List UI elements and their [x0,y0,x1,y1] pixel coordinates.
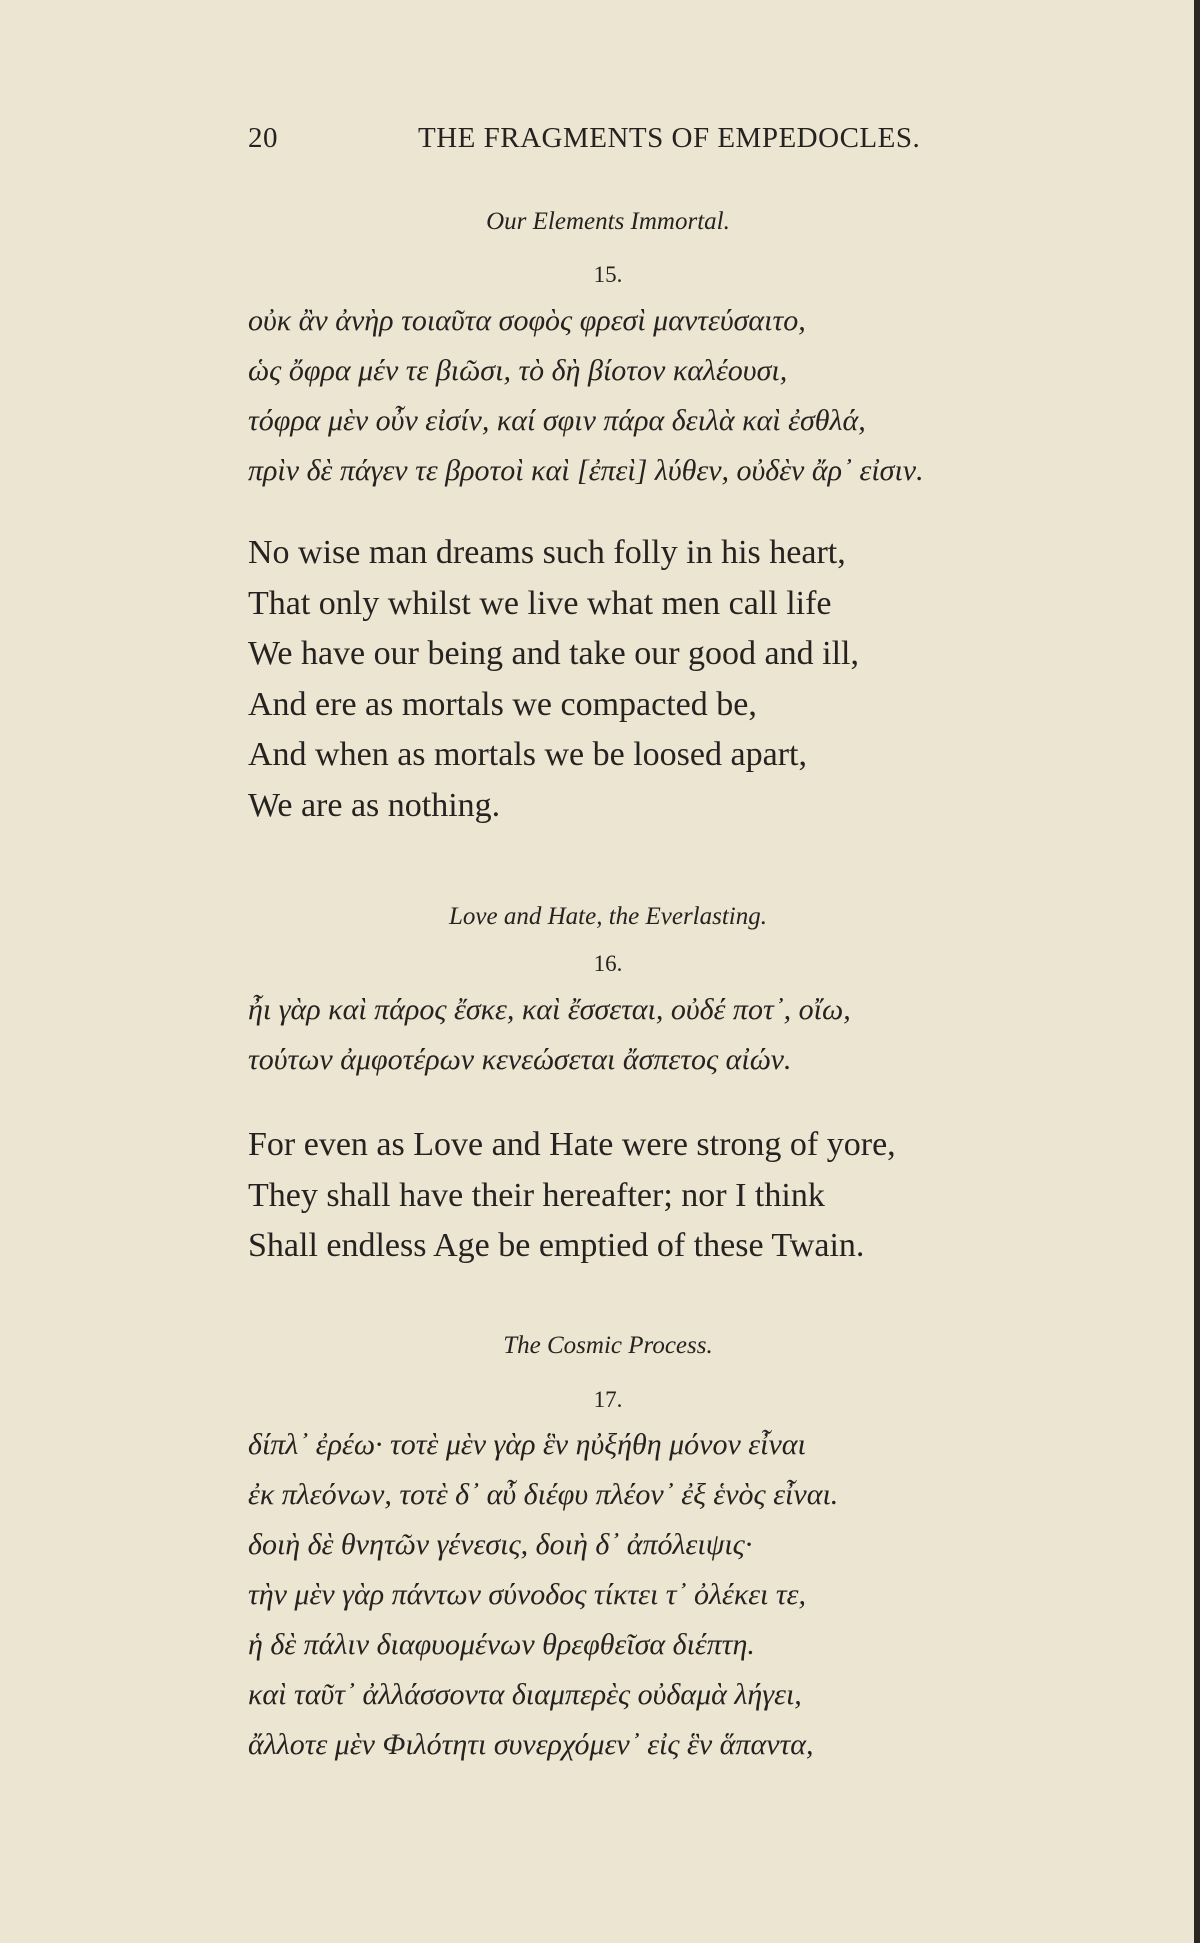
english-translation-16 [248,1120,1148,1272]
greek-verse-15 [248,296,1198,496]
greek-line: τούτων ἀμφοτέρων κενεώσεται ἄσπετος αἰών. [248,1043,792,1076]
fragment-number-17: 17. [593,1387,623,1412]
greek-line: ἦι γὰρ καὶ πάρος ἔσκε, καὶ ἔσσεται, οὐδέ ποτ᾽, οἴω, [248,993,851,1026]
greek-line: καὶ ταῦτ᾽ ἀλλάσσοντα διαμπερὲς οὐδαμὰ λήγει, [248,1678,802,1711]
section-title-15: Our Elements Immortal. [486,208,730,235]
english-translation-15 [248,528,1148,831]
fragment-number-16: 16. [593,951,623,976]
running-title: THE FRAGMENTS OF EMPEDOCLES. [418,122,921,154]
english-line: We have our being and take our good and ill, [248,635,859,672]
greek-line: οὐκ ἂν ἀνὴρ τοιαῦτα σοφὸς φρεσὶ μαντεύσαιτο, [248,304,806,337]
greek-line: τὴν μὲν γὰρ πάντων σύνοδος τίκτει τ᾽ ὀλέκει τε, [248,1578,806,1611]
section-title-17: The Cosmic Process. [503,1332,713,1359]
greek-line: ἐκ πλεόνων, τοτὲ δ᾽ αὖ διέφυ πλέον᾽ ἐξ ἑνὸς εἶναι. [248,1478,839,1511]
section-title-16: Love and Hate, the Everlasting. [449,903,767,930]
greek-verse-17 [248,1420,1198,1770]
fragment-number-15: 15. [593,262,623,287]
greek-line: δίπλ᾽ ἐρέω· τοτὲ μὲν γὰρ ἓν ηὐξήθη μόνον εἶναι [248,1428,806,1461]
english-line: We are as nothing. [248,786,501,824]
english-line: Shall endless Age be emptied of these Twain. [248,1227,865,1264]
english-line: That only whilst we live what men call life [248,584,832,622]
english-line: For even as Love and Hate were strong of yore, [248,1126,896,1163]
greek-line: ἡ δὲ πάλιν διαφυομένων θρεφθεῖσα διέπτη. [248,1628,755,1661]
english-line: And ere as mortals we compacted be, [248,685,757,723]
greek-line: τόφρα μὲν οὖν εἰσίν, καί σφιν πάρα δειλὰ καὶ ἐσθλά, [248,404,866,437]
greek-line: πρὶν δὲ πάγεν τε βροτοὶ καὶ [ἐπεὶ] λύθεν, οὐδὲν ἄρ᾽ εἰσιν. [248,454,924,487]
running-header [248,122,1028,162]
page-number: 20 [248,122,278,154]
english-line: No wise man dreams such folly in his heart, [248,534,846,571]
greek-verse-16 [248,985,1198,1085]
greek-line: ἄλλοτε μὲν Φιλότητι συνερχόμεν᾽ εἰς ἓν ἅπαντα, [248,1728,814,1761]
greek-line: ὡς ὄφρα μέν τε βιῶσι, τὸ δὴ βίοτον καλέουσι, [248,354,788,387]
greek-line: δοιὴ δὲ θνητῶν γένεσις, δοιὴ δ᾽ ἀπόλειψις· [248,1528,753,1561]
english-line: And when as mortals we be loosed apart, [248,736,807,773]
english-line: They shall have their hereafter; nor I think [248,1176,825,1214]
